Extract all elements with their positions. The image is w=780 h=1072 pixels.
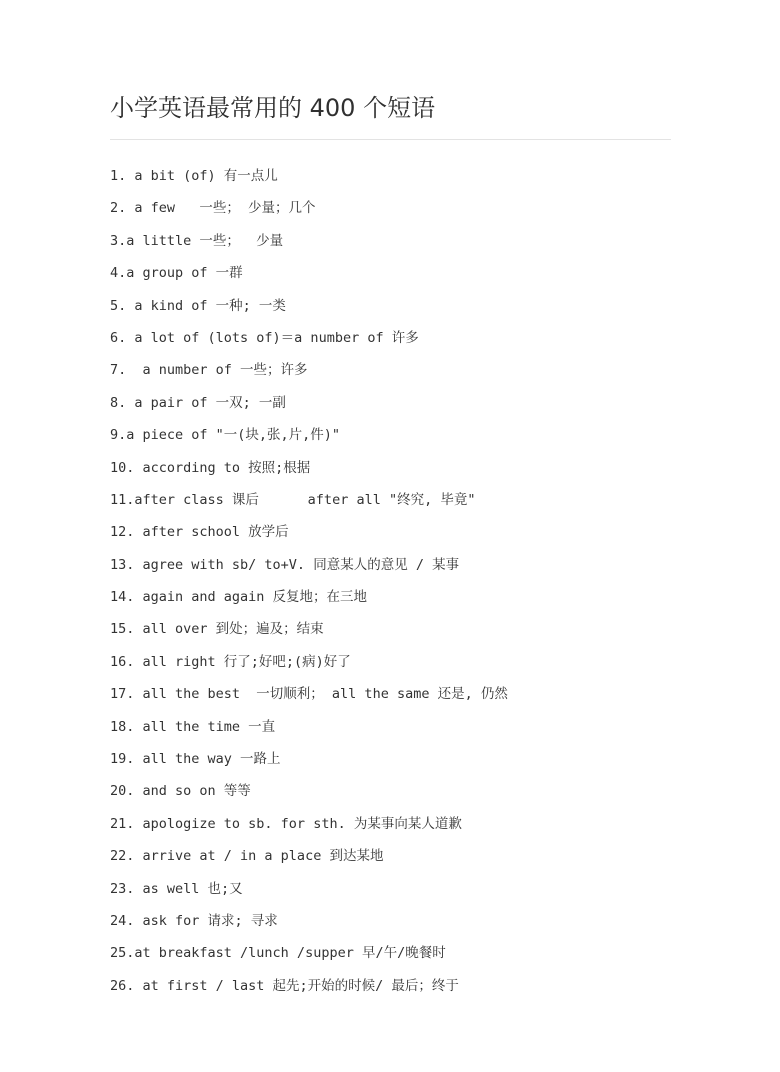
list-item: 13. agree with sb/ to+V. 同意某人的意见 / 某事 (110, 556, 460, 573)
list-item: 22. arrive at / in a place 到达某地 (110, 848, 384, 865)
list-item: 20. and so on 等等 (110, 783, 251, 800)
list-item: 19. all the way 一路上 (110, 751, 281, 768)
list-item: 3.a little 一些； 少量 (110, 232, 284, 249)
list-item: 16. all right 行了;好吧;(病)好了 (110, 653, 351, 670)
list-item: 25.at breakfast /lunch /supper 早/午/晚餐时 (110, 945, 446, 962)
list-item: 26. at first / last 起先;开始的时候/ 最后；终于 (110, 977, 459, 994)
list-item: 18. all the time 一直 (110, 718, 276, 735)
title-divider (110, 139, 671, 140)
list-item: 4.a group of 一群 (110, 265, 243, 282)
list-item: 24. ask for 请求; 寻求 (110, 912, 278, 929)
list-item: 5. a kind of 一种; 一类 (110, 297, 286, 314)
list-item: 10. according to 按照;根据 (110, 459, 311, 476)
list-item: 6. a lot of (lots of)＝a number of 许多 (110, 329, 419, 346)
list-item: 14. again and again 反复地；在三地 (110, 589, 368, 606)
list-item: 8. a pair of 一双; 一副 (110, 394, 286, 411)
list-item: 11.after class 课后 after all "终究, 毕竟" (110, 491, 476, 508)
list-item: 15. all over 到处；遍及；结束 (110, 621, 324, 638)
list-item: 1. a bit (of) 有一点儿 (110, 168, 278, 184)
list-item: 17. all the best 一切顺利； all the same 还是, 仍然 (110, 686, 508, 703)
list-item: 23. as well 也;又 (110, 880, 243, 897)
page-title: 小学英语最常用的 400 个短语 (110, 94, 436, 122)
list-item: 21. apologize to sb. for sth. 为某事向某人道歉 (110, 815, 462, 832)
list-item: 12. after school 放学后 (110, 524, 289, 541)
list-item: 7. a number of 一些；许多 (110, 362, 308, 379)
list-item: 9.a piece of "一(块,张,片,件)" (110, 427, 341, 444)
phrase-list (110, 160, 730, 1002)
list-item: 2. a few 一些； 少量；几个 (110, 200, 316, 217)
